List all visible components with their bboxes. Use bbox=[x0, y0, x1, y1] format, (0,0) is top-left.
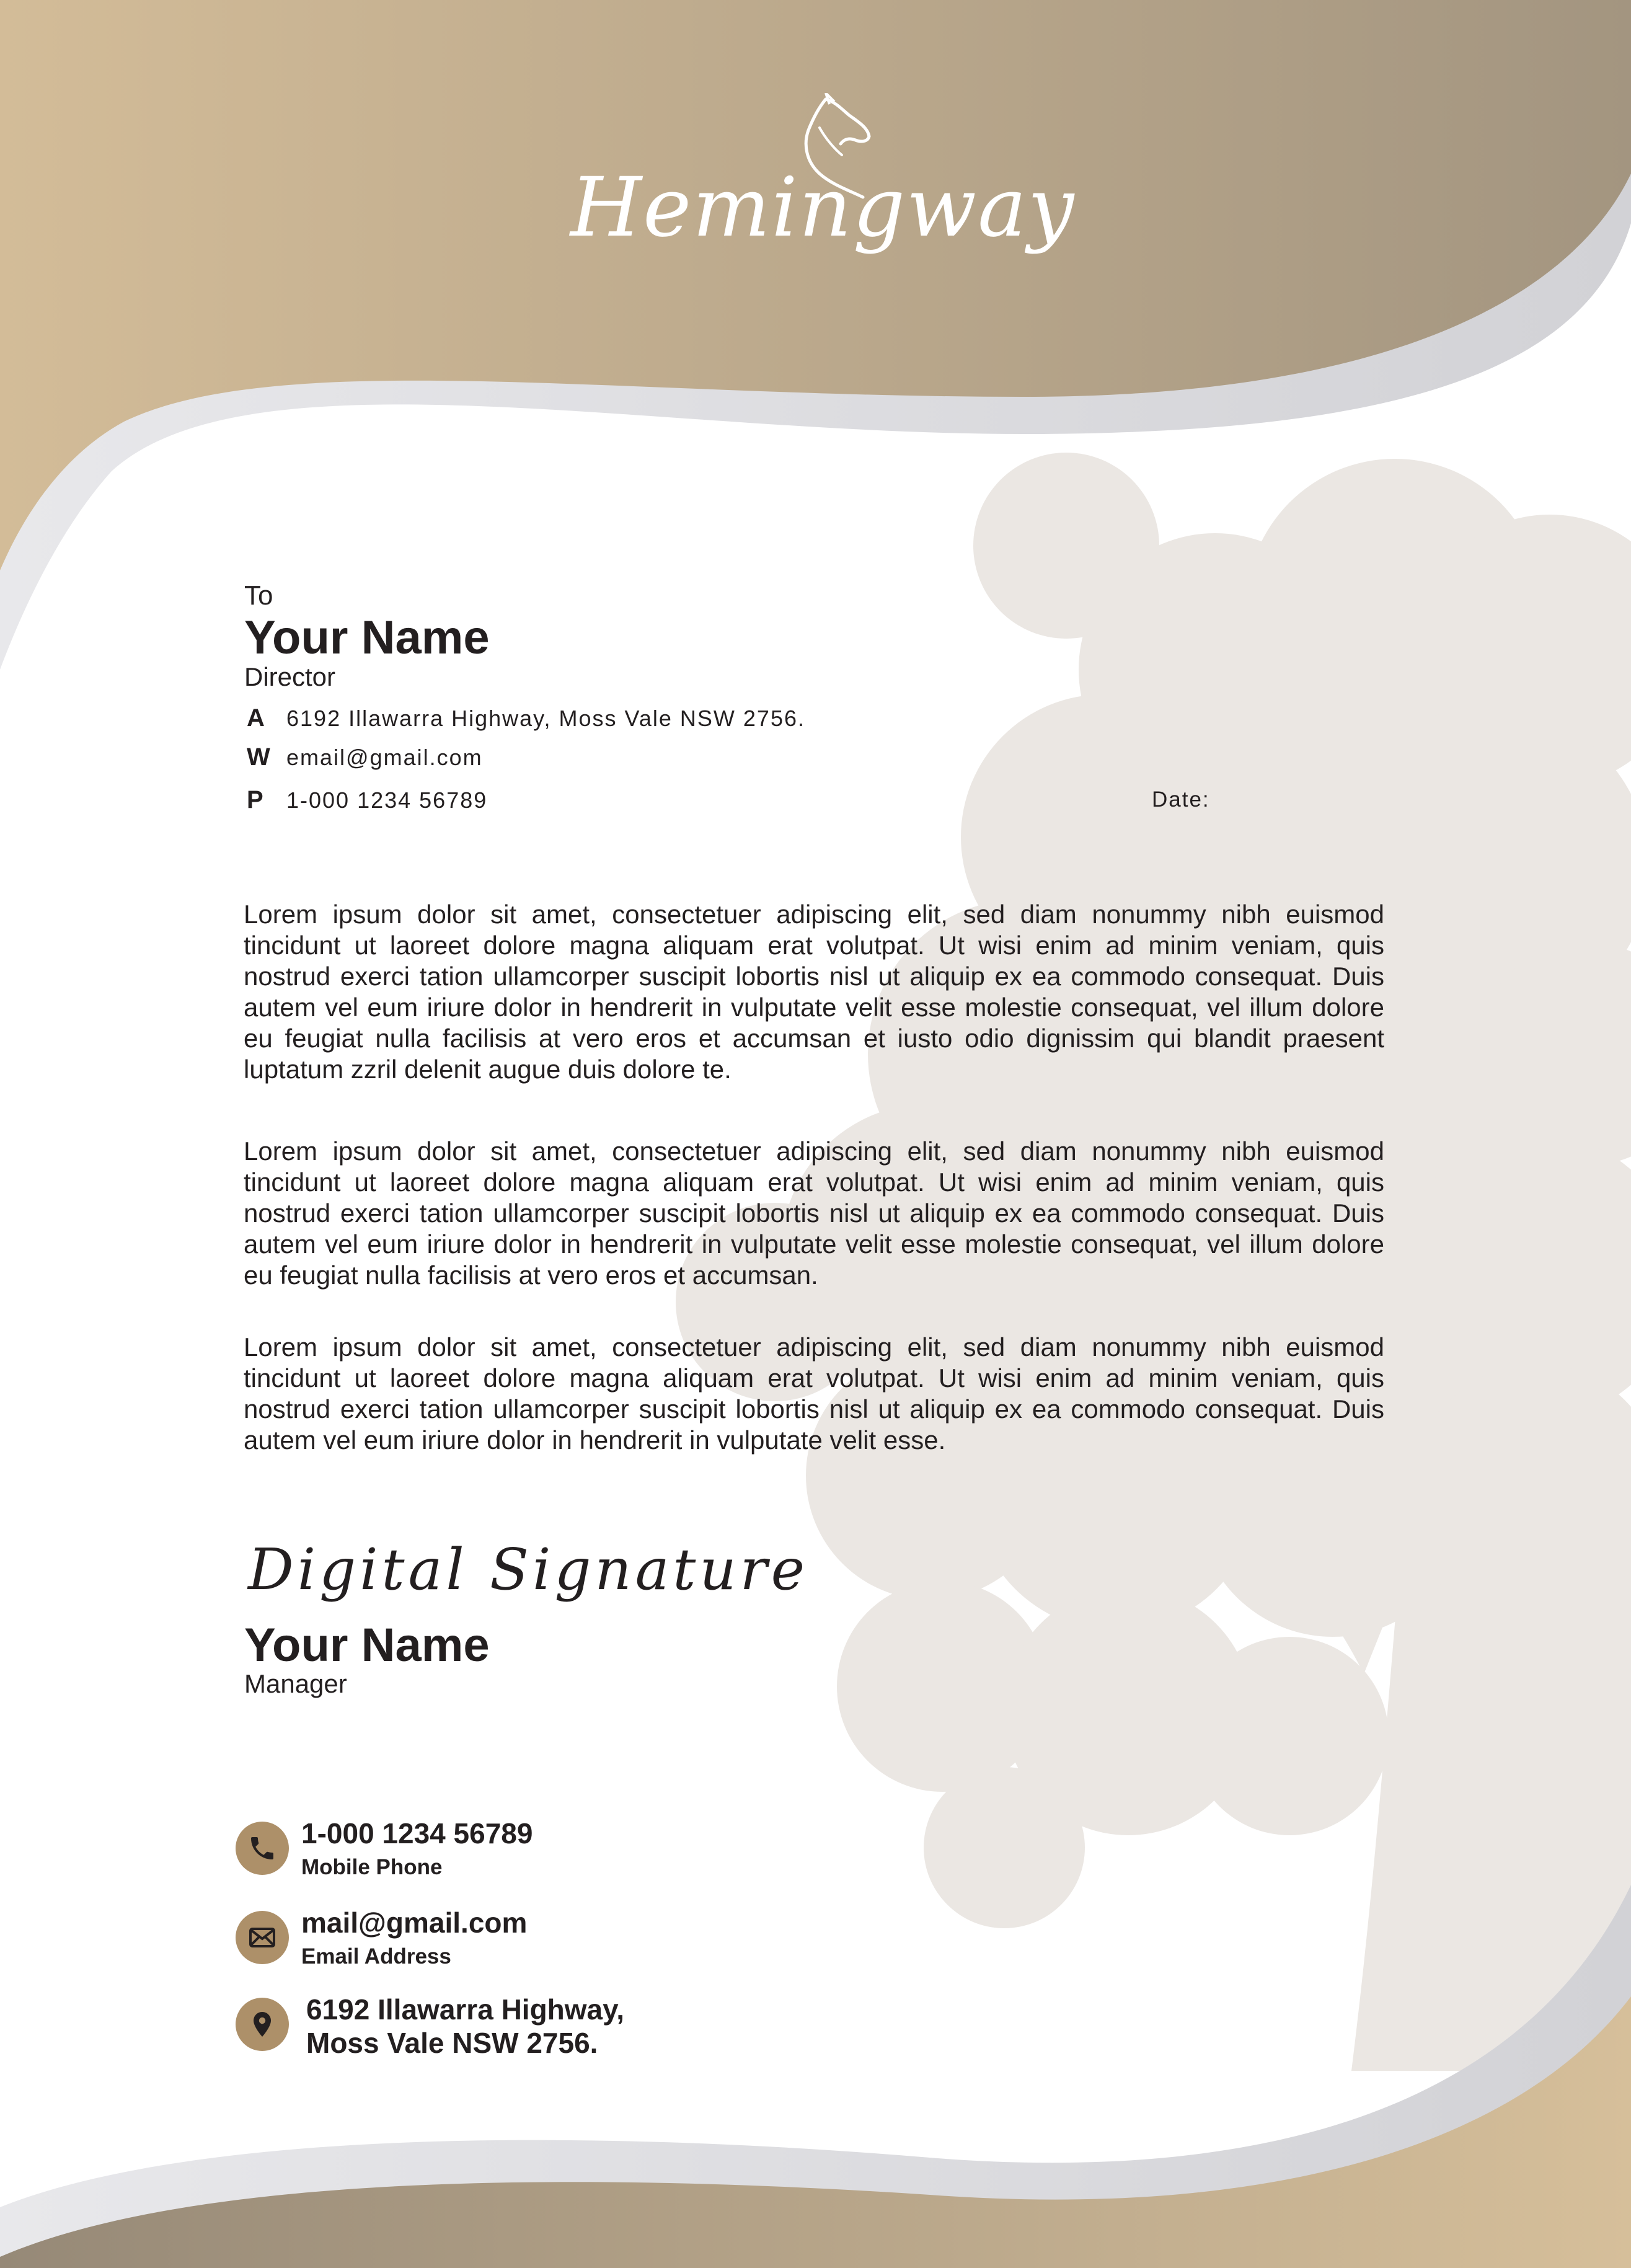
sender-title: Manager bbox=[244, 1669, 347, 1698]
phone-icon bbox=[236, 1822, 289, 1875]
location-pin-icon bbox=[236, 1998, 289, 2051]
digital-signature: Digital Signature bbox=[248, 1536, 809, 1603]
body-paragraph: Lorem ipsum dolor sit amet, consectetuer adipiscing elit, sed diam nonummy nibh euismod tincidunt ut laoreet dolore magna aliquam erat volutpat. Ut wisi enim ad minim veniam, quis nostrud exerci tation ullamcorper suscipit lobortis nisl ut aliquip ex ea commodo consequat. Duis autem vel eum iriure dolor in hendrerit in vulputate velit esse. bbox=[244, 1332, 1384, 1455]
recipient-name: Your Name bbox=[244, 611, 490, 664]
footer-email: mail@gmail.com bbox=[301, 1907, 528, 1939]
envelope-icon bbox=[236, 1911, 289, 1964]
footer-email-label: Email Address bbox=[301, 1944, 451, 1969]
sender-name: Your Name bbox=[244, 1619, 490, 1672]
date-label: Date: bbox=[1152, 787, 1210, 812]
address-key: A bbox=[247, 704, 266, 732]
recipient-title: Director bbox=[244, 662, 336, 691]
recipient-email: email@gmail.com bbox=[286, 744, 483, 770]
phone-key: P bbox=[247, 786, 265, 813]
footer-phone-label: Mobile Phone bbox=[301, 1855, 443, 1879]
to-label: To bbox=[244, 580, 273, 611]
footer-address-line2: Moss Vale NSW 2756. bbox=[306, 2027, 598, 2059]
footer-phone: 1-000 1234 56789 bbox=[301, 1817, 533, 1849]
recipient-email-row bbox=[247, 743, 483, 771]
body-paragraph: Lorem ipsum dolor sit amet, consectetuer adipiscing elit, sed diam nonummy nibh euismod tincidunt ut laoreet dolore magna aliquam erat volutpat. Ut wisi enim ad minim veniam, quis nostrud exerci tation ullamcorper suscipit lobortis nisl ut aliquip ex ea commodo consequat. Duis autem vel eum iriure dolor in hendrerit in vulputate velit esse molestie consequat, vel illum dolore eu feugiat nulla facilisis at vero eros et accumsan. bbox=[244, 1136, 1384, 1290]
recipient-address-row bbox=[247, 704, 805, 732]
recipient-phone-row bbox=[247, 786, 487, 814]
recipient-phone: 1-000 1234 56789 bbox=[286, 787, 488, 813]
footer-address-line1: 6192 Illawarra Highway, bbox=[306, 1993, 625, 2026]
body-paragraph: Lorem ipsum dolor sit amet, consectetuer adipiscing elit, sed diam nonummy nibh euismod tincidunt ut laoreet dolore magna aliquam erat volutpat. Ut wisi enim ad minim veniam, quis nostrud exerci tation ullamcorper suscipit lobortis nisl ut aliquip ex ea commodo consequat. Duis autem vel eum iriure dolor in hendrerit in vulputate velit esse molestie consequat, vel illum dolore eu feugiat nulla facilisis at vero eros et accumsan et iusto odio dignissim qui blandit praesent luptatum zzril delenit augue duis dolore te. bbox=[244, 900, 1384, 1084]
brand-logo-text: Hemingway bbox=[570, 160, 1076, 255]
web-key: W bbox=[247, 743, 272, 771]
recipient-address: 6192 Illawarra Highway, Moss Vale NSW 2756. bbox=[286, 705, 805, 731]
